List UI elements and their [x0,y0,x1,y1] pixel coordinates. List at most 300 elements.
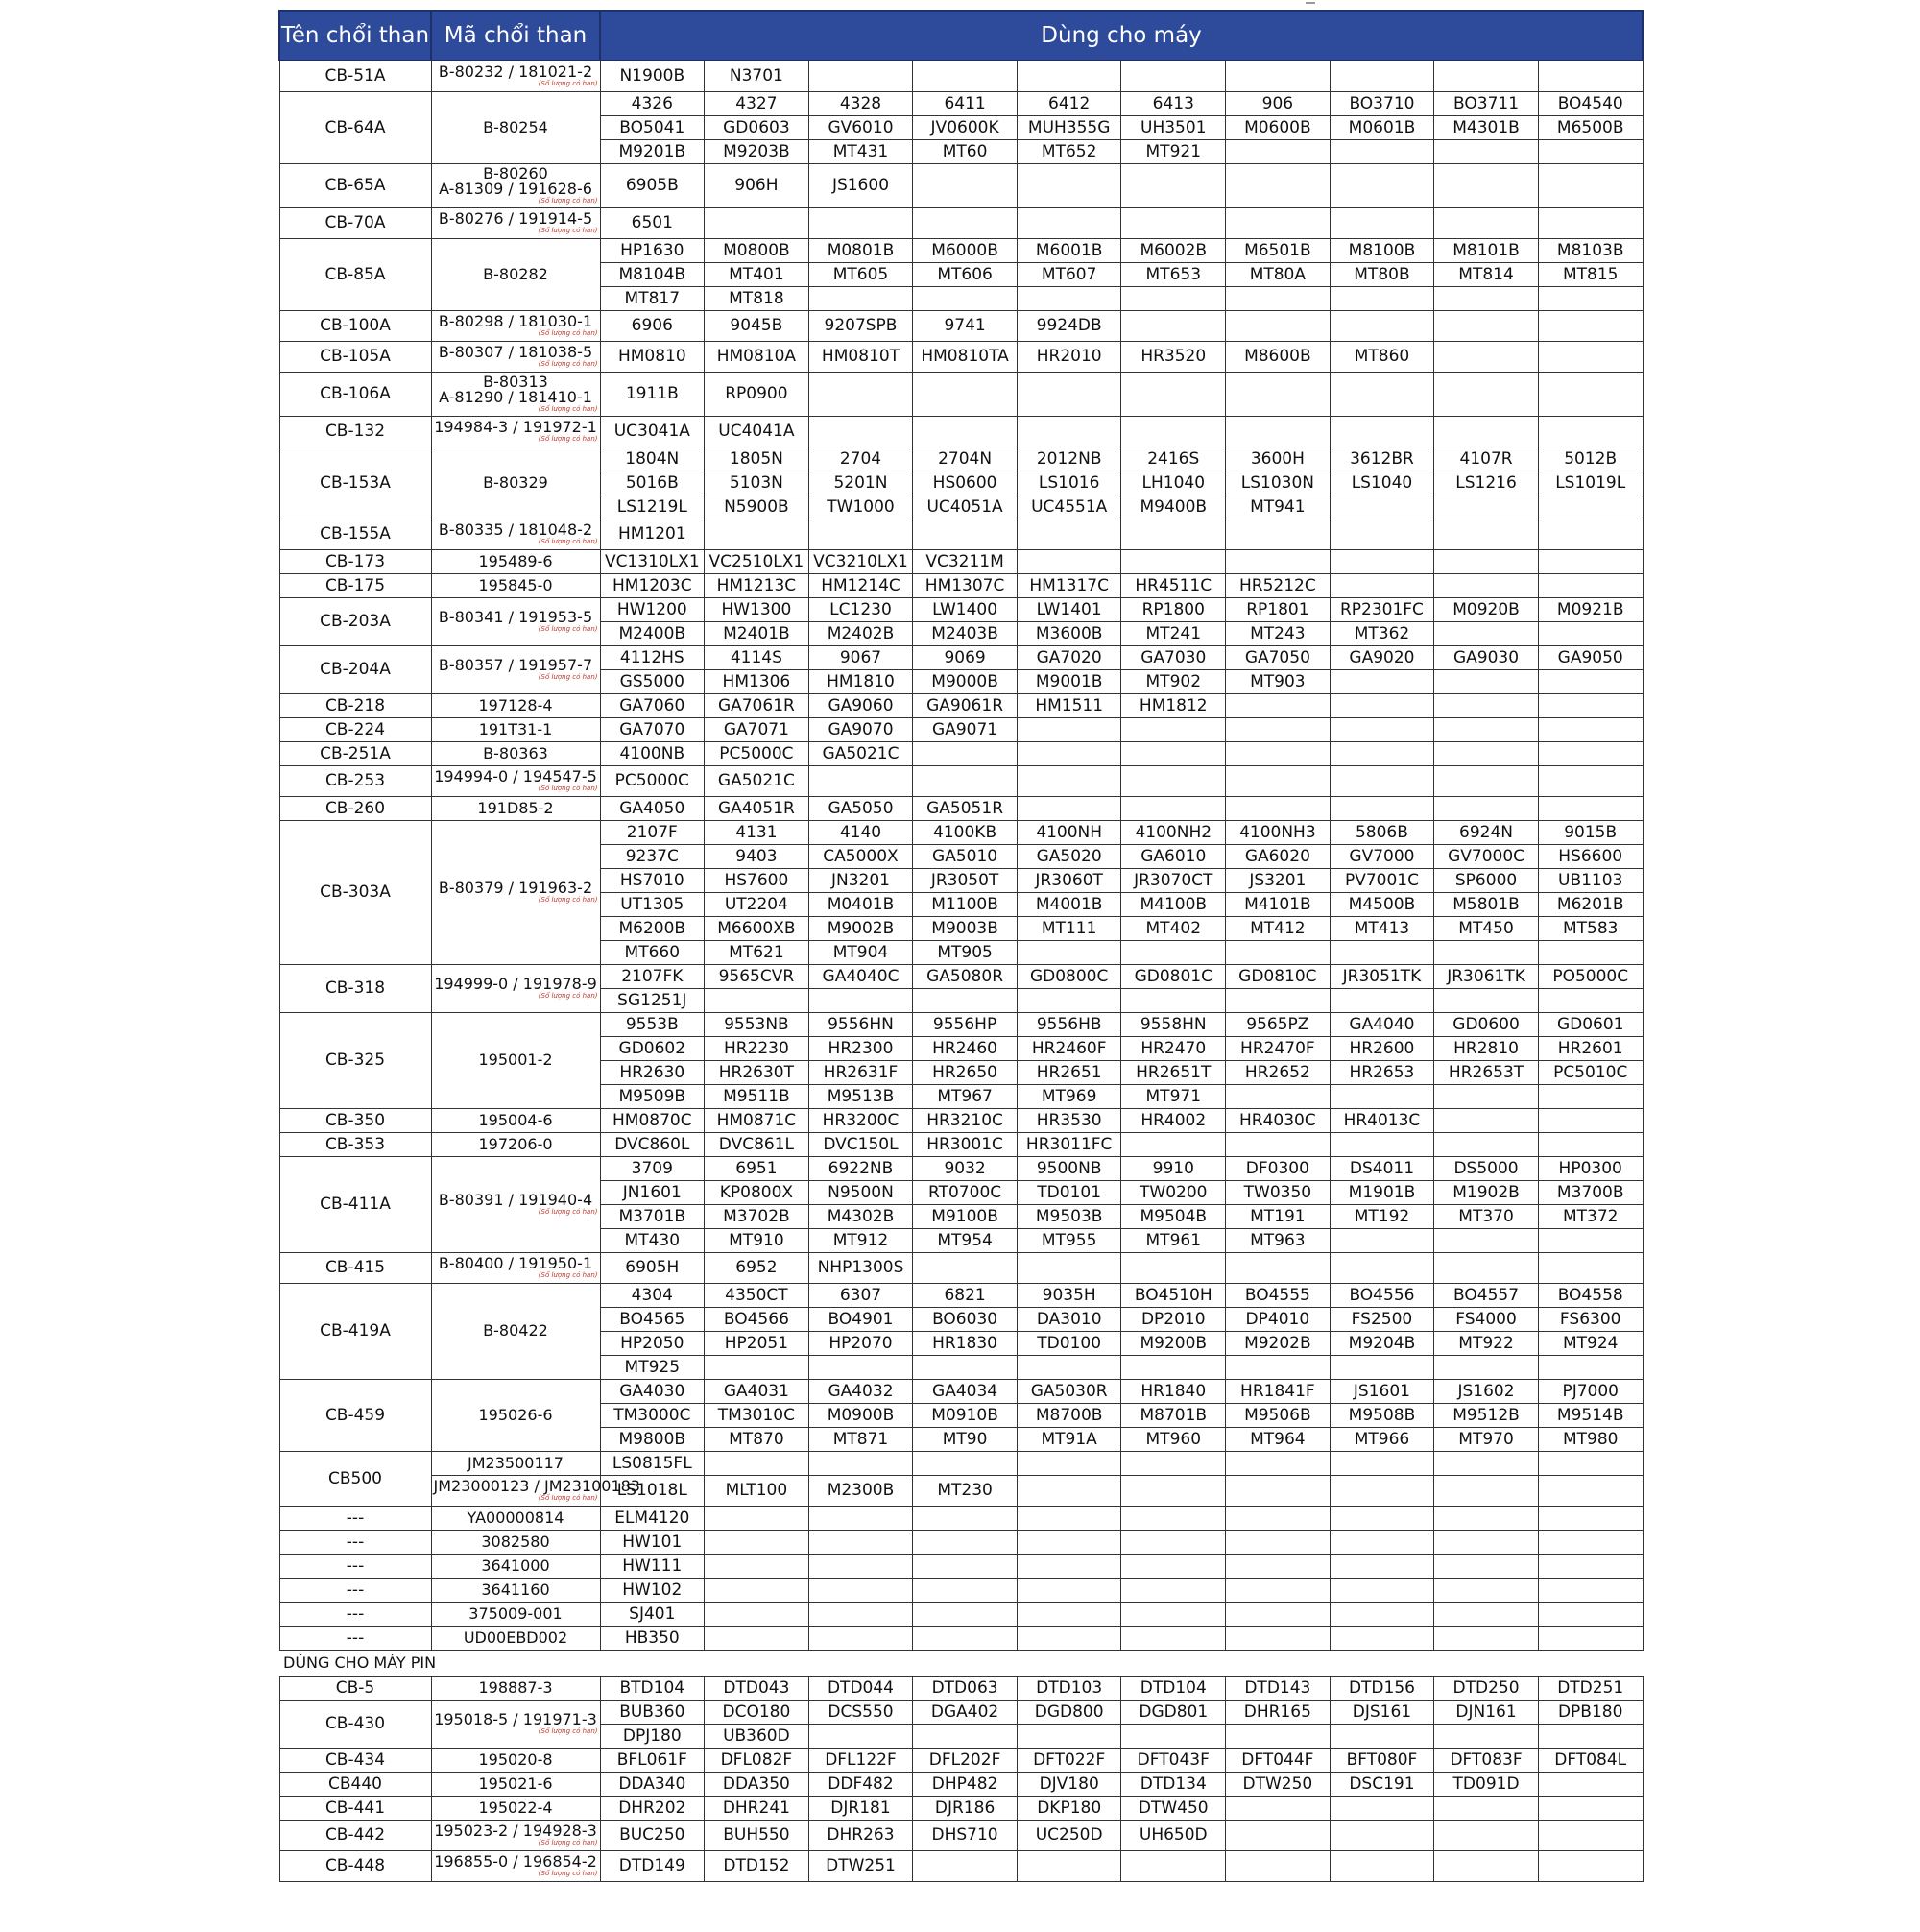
empty-cell [1121,988,1226,1012]
model-cell: DS4011 [1330,1156,1434,1180]
model-cell: GA9060 [808,693,913,717]
model-cell: TD0101 [1017,1180,1121,1204]
empty-cell [913,1850,1018,1881]
model-cell: DFT044F [1226,1748,1331,1772]
empty-cell [1434,741,1539,765]
model-cell: HR4030C [1226,1108,1331,1132]
model-cell: MUH355G [1017,115,1121,139]
brush-name: CB-155A [279,519,431,549]
model-cell: GA5051R [913,796,1018,820]
empty-cell [913,60,1018,91]
empty-cell [1330,1554,1434,1578]
model-cell: M4500B [1330,892,1434,916]
model-cell: M6001B [1017,238,1121,262]
empty-cell [808,1724,913,1748]
empty-cell [913,1724,1018,1748]
empty-cell [1330,717,1434,741]
empty-cell [1121,1132,1226,1156]
limited-quantity-note: (Số lượng có hạn) [538,625,598,633]
brush-code-cell [431,765,600,796]
model-cell: M9200B [1121,1331,1226,1355]
model-cell: LC1230 [808,597,913,621]
brush-name: --- [279,1506,431,1530]
empty-cell [1538,1355,1643,1379]
brush-code-cell [431,163,600,207]
model-cell: HP2070 [808,1331,913,1355]
model-cell: UH3501 [1121,115,1226,139]
model-cell: 3600H [1226,447,1331,471]
limited-quantity-note: (Số lượng có hạn) [538,405,598,413]
model-cell: M9509B [600,1084,705,1108]
table-row [279,1379,1643,1403]
model-cell: MT924 [1538,1331,1643,1355]
table-row [279,796,1643,820]
empty-cell [1330,940,1434,964]
brush-name: CB-448 [279,1850,431,1881]
model-cell: MT111 [1017,916,1121,940]
model-cell: DS5000 [1434,1156,1539,1180]
brush-code: 194994-0 / 194547-5 [434,767,597,785]
empty-cell [1330,1475,1434,1506]
model-cell: DKP180 [1017,1796,1121,1820]
brush-code-cell [431,1451,600,1475]
brush-code-cell [431,1676,600,1700]
model-cell: MT653 [1121,262,1226,286]
model-cell: M8100B [1330,238,1434,262]
model-cell: MT372 [1538,1204,1643,1228]
table-row [279,416,1643,447]
empty-cell [1330,1451,1434,1475]
model-cell: M9201B [600,139,705,163]
empty-cell [1330,1724,1434,1748]
empty-cell [1434,796,1539,820]
empty-cell [1330,796,1434,820]
empty-cell [913,286,1018,310]
model-cell: HR3210C [913,1108,1018,1132]
empty-cell [705,1554,809,1578]
brush-code-cell [431,91,600,163]
empty-cell [1538,207,1643,238]
model-cell: BUB360 [600,1700,705,1724]
model-cell: HP2051 [705,1331,809,1355]
empty-cell [1330,139,1434,163]
model-cell: DTD156 [1330,1676,1434,1700]
empty-cell [1538,669,1643,693]
empty-cell [1121,310,1226,341]
table-row [279,549,1643,573]
empty-cell [1017,286,1121,310]
empty-cell [1226,693,1331,717]
model-cell: HR1830 [913,1331,1018,1355]
empty-cell [1538,765,1643,796]
empty-cell [1121,1626,1226,1650]
model-cell: 6951 [705,1156,809,1180]
empty-cell [913,1252,1018,1283]
model-cell: GA4050 [600,796,705,820]
model-cell: M4302B [808,1204,913,1228]
model-cell: M2402B [808,621,913,645]
table-row [279,1602,1643,1626]
model-cell: M0920B [1434,597,1539,621]
model-cell: GA7030 [1121,645,1226,669]
model-cell: 9565PZ [1226,1012,1331,1036]
model-cell: MT241 [1121,621,1226,645]
empty-cell [1226,988,1331,1012]
model-cell: HR2230 [705,1036,809,1060]
model-cell: DHR202 [600,1796,705,1820]
model-cell: MT905 [913,940,1018,964]
model-cell: M9506B [1226,1403,1331,1427]
model-cell: TM3000C [600,1403,705,1427]
brush-name: CB-224 [279,717,431,741]
empty-cell [913,372,1018,416]
model-cell: VC2510LX1 [705,549,809,573]
model-cell: SP6000 [1434,868,1539,892]
model-cell: JR3061TK [1434,964,1539,988]
empty-cell [1434,416,1539,447]
empty-cell [1434,1724,1539,1748]
empty-cell [1330,1850,1434,1881]
brush-name: CB-350 [279,1108,431,1132]
model-cell: LS1018L [600,1475,705,1506]
brush-code-cell [431,1820,600,1850]
model-cell: M8700B [1017,1403,1121,1427]
brush-name: CB-430 [279,1700,431,1748]
model-cell: MT60 [913,139,1018,163]
model-cell: GA4030 [600,1379,705,1403]
model-cell: 4107R [1434,447,1539,471]
model-cell: FS2500 [1330,1307,1434,1331]
model-cell: HM1213C [705,573,809,597]
model-cell: MT963 [1226,1228,1331,1252]
empty-cell [1226,60,1331,91]
empty-cell [1226,1626,1331,1650]
model-cell: HM1306 [705,669,809,693]
empty-cell [1434,669,1539,693]
empty-cell [1538,163,1643,207]
empty-cell [1226,519,1331,549]
empty-cell [808,519,913,549]
table-row [279,163,1643,207]
table-row [279,1626,1643,1650]
model-cell: DA3010 [1017,1307,1121,1331]
empty-cell [1330,1506,1434,1530]
model-cell: MT607 [1017,262,1121,286]
model-cell: GA5080R [913,964,1018,988]
model-cell: 9553NB [705,1012,809,1036]
brush-code-cell [431,1796,600,1820]
empty-cell [1434,519,1539,549]
empty-cell [913,416,1018,447]
empty-cell [1538,1796,1643,1820]
brush-code: B-80307 / 181038-5 [438,343,593,361]
model-cell: LS1019L [1538,471,1643,495]
table-row [279,60,1643,91]
model-cell: N3701 [705,60,809,91]
model-cell: 9556HN [808,1012,913,1036]
model-cell: LS1219L [600,495,705,519]
brush-name: --- [279,1626,431,1650]
model-cell: M6500B [1538,115,1643,139]
model-cell: 9556HP [913,1012,1018,1036]
model-cell: MT969 [1017,1084,1121,1108]
model-cell: GS5000 [600,669,705,693]
empty-cell [1226,717,1331,741]
model-cell: MT815 [1538,262,1643,286]
model-cell: HM1810 [808,669,913,693]
empty-cell [1017,1355,1121,1379]
model-cell: KP0800X [705,1180,809,1204]
empty-cell [1226,1506,1331,1530]
brush-code-cell [431,964,600,1012]
brush-code: B-80260 [483,164,548,182]
brush-name: CB-260 [279,796,431,820]
model-cell: HR1841F [1226,1379,1331,1403]
model-cell: HM0810 [600,341,705,372]
empty-cell [1434,1451,1539,1475]
brush-code-cell [431,717,600,741]
empty-cell [1121,1355,1226,1379]
model-cell: 906 [1226,91,1331,115]
empty-cell [705,1506,809,1530]
empty-cell [1226,1252,1331,1283]
model-cell: DPJ180 [600,1724,705,1748]
model-cell: 906H [705,163,809,207]
model-cell: M1902B [1434,1180,1539,1204]
model-cell: TW0200 [1121,1180,1226,1204]
limited-quantity-note: (Số lượng có hạn) [538,435,598,443]
empty-cell [1538,1850,1643,1881]
empty-cell [1538,286,1643,310]
model-cell: GA7070 [600,717,705,741]
empty-cell [1538,1578,1643,1602]
table-row [279,820,1643,844]
empty-cell [705,1602,809,1626]
model-cell: DJR186 [913,1796,1018,1820]
empty-cell [808,372,913,416]
empty-cell [1226,139,1331,163]
model-cell: M0800B [705,238,809,262]
model-cell: JV0600K [913,115,1018,139]
empty-cell [913,519,1018,549]
model-cell: GA9070 [808,717,913,741]
brush-code: B-80298 / 181030-1 [438,312,593,330]
empty-cell [1017,416,1121,447]
table-row [279,1012,1643,1036]
empty-cell [1017,717,1121,741]
empty-cell [808,286,913,310]
model-cell: M9100B [913,1204,1018,1228]
empty-cell [1121,1530,1226,1554]
section-row [279,1650,1643,1676]
empty-cell [1226,286,1331,310]
empty-cell [1226,1084,1331,1108]
brush-name: --- [279,1578,431,1602]
empty-cell [1121,796,1226,820]
brush-code-cell [431,1530,600,1554]
brush-name: CB-204A [279,645,431,693]
model-cell: M6002B [1121,238,1226,262]
model-cell: M9511B [705,1084,809,1108]
table-row [279,1700,1643,1724]
model-cell: MT91A [1017,1427,1121,1451]
empty-cell [705,207,809,238]
model-cell: M2400B [600,621,705,645]
empty-cell [705,1355,809,1379]
brush-code-cell [431,1578,600,1602]
model-cell: MT961 [1121,1228,1226,1252]
model-cell: N5900B [705,495,809,519]
table-row [279,1676,1643,1700]
model-cell: HR2650 [913,1060,1018,1084]
model-cell: M0801B [808,238,913,262]
model-cell: RP2301FC [1330,597,1434,621]
empty-cell [1226,1602,1331,1626]
model-cell: HR2651T [1121,1060,1226,1084]
model-cell: MT903 [1226,669,1331,693]
brush-code-cell [431,1108,600,1132]
model-cell: M8103B [1538,238,1643,262]
model-cell: RP1801 [1226,597,1331,621]
model-cell: MT230 [913,1475,1018,1506]
empty-cell [808,416,913,447]
empty-cell [705,1578,809,1602]
model-cell: MT90 [913,1427,1018,1451]
empty-cell [1121,1451,1226,1475]
empty-cell [1330,1228,1434,1252]
limited-quantity-note: (Số lượng có hạn) [538,1727,598,1735]
model-cell: 4100NH3 [1226,820,1331,844]
model-cell: DDA340 [600,1772,705,1796]
empty-cell [1434,693,1539,717]
empty-cell [1017,741,1121,765]
model-cell: UH650D [1121,1820,1226,1850]
brush-code-cell [431,1554,600,1578]
model-cell: 4100NH2 [1121,820,1226,844]
model-cell: MT910 [705,1228,809,1252]
brush-name: CB-132 [279,416,431,447]
model-cell: M9202B [1226,1331,1331,1355]
empty-cell [913,988,1018,1012]
model-cell: HR2652 [1226,1060,1331,1084]
model-cell: PO5000C [1538,964,1643,988]
model-cell: UC3041A [600,416,705,447]
empty-cell [1538,693,1643,717]
model-cell: GA7050 [1226,645,1331,669]
empty-cell [1121,1506,1226,1530]
empty-cell [1226,1724,1331,1748]
limited-quantity-note: (Số lượng có hạn) [538,1271,598,1279]
model-cell: PC5000C [705,741,809,765]
model-cell: DTD152 [705,1850,809,1881]
brush-name: CB-415 [279,1252,431,1283]
empty-cell [1226,1530,1331,1554]
table-row [279,573,1643,597]
empty-cell [1226,796,1331,820]
model-cell: MT925 [600,1355,705,1379]
model-cell: GD0603 [705,115,809,139]
model-cell: M0910B [913,1403,1018,1427]
brush-name: --- [279,1530,431,1554]
table-row [279,91,1643,115]
brush-code-cell [431,1626,600,1650]
brush-code: 197128-4 [478,695,553,714]
empty-cell [1434,1626,1539,1650]
empty-cell [913,1578,1018,1602]
model-cell: JR3060T [1017,868,1121,892]
empty-cell [1226,310,1331,341]
empty-cell [1538,1475,1643,1506]
empty-cell [1538,60,1643,91]
empty-cell [1017,1475,1121,1506]
model-cell: HM1812 [1121,693,1226,717]
model-cell: M6201B [1538,892,1643,916]
model-cell: LS1030N [1226,471,1331,495]
table-row [279,1252,1643,1283]
empty-cell [1121,940,1226,964]
empty-cell [1017,988,1121,1012]
model-cell: DFL082F [705,1748,809,1772]
model-cell: M1901B [1330,1180,1434,1204]
model-cell: RP1800 [1121,597,1226,621]
empty-cell [1121,1724,1226,1748]
model-cell: TD091D [1434,1772,1539,1796]
model-cell: 6412 [1017,91,1121,115]
model-cell: 6307 [808,1283,913,1307]
limited-quantity-note: (Số lượng có hạn) [538,329,598,337]
header-compatible-models: Dùng cho máy [600,11,1643,60]
model-cell: HM1307C [913,573,1018,597]
model-cell: JS1600 [808,163,913,207]
model-cell: GA5020 [1017,844,1121,868]
model-cell: BO4565 [600,1307,705,1331]
model-cell: MT966 [1330,1427,1434,1451]
model-cell: 6952 [705,1252,809,1283]
empty-cell [808,1578,913,1602]
empty-cell [1434,1355,1539,1379]
empty-cell [1226,940,1331,964]
model-cell: 4100NH [1017,820,1121,844]
empty-cell [1330,310,1434,341]
empty-cell [1330,1084,1434,1108]
model-cell: M6600XB [705,916,809,940]
brush-code-cell [431,573,600,597]
model-cell: MT964 [1226,1427,1331,1451]
model-cell: M9400B [1121,495,1226,519]
empty-cell [913,1506,1018,1530]
model-cell: HR2630T [705,1060,809,1084]
empty-cell [1017,765,1121,796]
model-cell: DVC150L [808,1132,913,1156]
model-cell: HM0870C [600,1108,705,1132]
table-row [279,1554,1643,1578]
brush-code: B-80232 / 181021-2 [438,62,593,82]
model-cell: DJV180 [1017,1772,1121,1796]
empty-cell [913,1530,1018,1554]
empty-cell [1538,621,1643,645]
limited-quantity-note: (Số lượng có hạn) [538,896,598,904]
model-cell: HW1200 [600,597,705,621]
model-cell: VC3210LX1 [808,549,913,573]
model-cell: M9001B [1017,669,1121,693]
brush-name: CB500 [279,1451,431,1506]
brush-code: B-80379 / 191963-2 [438,879,593,897]
model-cell: GA4040 [1330,1012,1434,1036]
model-cell: M6501B [1226,238,1331,262]
brush-code: 196855-0 / 196854-2 [434,1852,597,1871]
empty-cell [1434,310,1539,341]
model-cell: DTD149 [600,1850,705,1881]
